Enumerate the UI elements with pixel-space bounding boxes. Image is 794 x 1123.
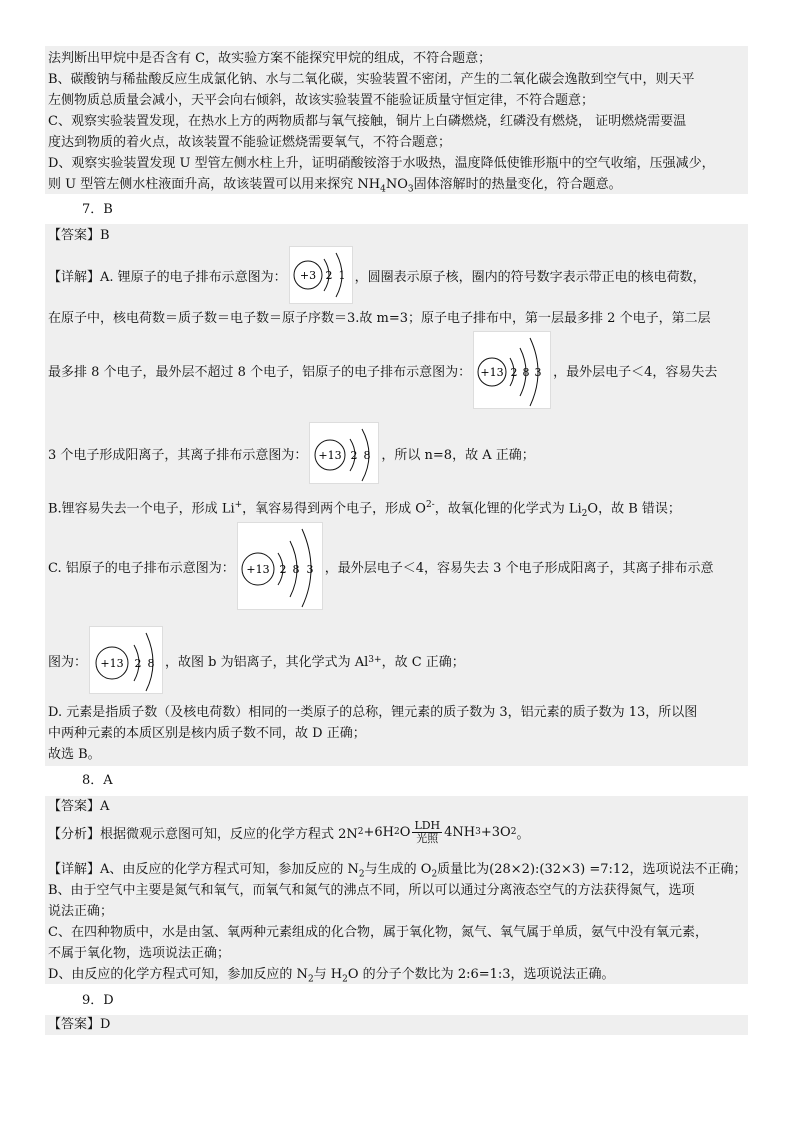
solution-block-q9 [45, 1015, 748, 1035]
aluminum-ion-diagram [309, 422, 379, 484]
svg-text:8: 8 [363, 449, 371, 462]
svg-text:+13: +13 [480, 366, 504, 379]
svg-text:+13: +13 [246, 563, 270, 576]
text-line: 【详解】A、由反应的化学方程式可知，参加反应的 $N_2$与生成的 $O_2$质量比为(28×2):(32×3) =7:12，选项说法不正确； [48, 862, 747, 880]
svg-text:1: 1 [338, 269, 346, 282]
svg-text:8: 8 [522, 366, 530, 379]
svg-text:2: 2 [134, 657, 142, 670]
svg-text:8: 8 [292, 563, 300, 576]
ion-structure-icon [310, 423, 378, 483]
text-line: 故选 B。 [48, 747, 101, 762]
answer-line: 【答案】D [48, 1017, 111, 1032]
svg-text:2: 2 [510, 366, 518, 379]
svg-text:+13: +13 [100, 657, 124, 670]
text-row: 【详解】A. 锂原子的电子排布示意图为： +3 2 1 ，圆圈表示原子核，圈内的符号数字表示带正电的核电荷数， [48, 246, 706, 304]
aluminum-atom-diagram [237, 522, 323, 610]
text-row: C. 铝原子的电子排布示意图为： +13 2 8 3 ，最外层电子＜4，容易失去 3 个电子形成阳离子，其离子排布示意 [48, 522, 714, 610]
equation-row: 【分析】根据微观示意图可知，反应的化学方程式 2N 2 +6H 2 O $\frac{\text{LDH}}{\text{光照}}$ 4NH 3 +3O 2 。 [48, 818, 530, 845]
text-line: 说法正确； [48, 904, 114, 919]
aluminum-atom-diagram [473, 331, 551, 409]
ion-structure-icon [90, 627, 162, 693]
text-line: 度达到物质的着火点，故该装置不能验证燃烧需要氧气，不符合题意； [48, 135, 452, 150]
svg-text:2: 2 [279, 563, 287, 576]
text-line: B.锂容易失去一个电子，形成 Li+，氧容易得到两个电子，形成 $O^{2-}$，故氧化锂的化学式为 $Li_2O$，故 B 错误； [48, 500, 681, 519]
text-line: 则 U 型管左侧水柱液面升高，故该装置可以用来探究 $NH_4NO_3$固体溶解时的热量变化，符合题意。 [48, 177, 622, 195]
text-line: D. 元素是指质子数（及核电荷数）相同的一类原子的总称，锂元素的质子数为 3，铝元素的质子数为 13，所以图 [48, 705, 698, 720]
lithium-atom-diagram [289, 246, 353, 304]
text-line: 法判断出甲烷中是否含有 C，故实验方案不能探究甲烷的组成，不符合题意； [48, 51, 492, 66]
atom-structure-icon [290, 247, 352, 303]
question-number: 9．D [82, 993, 114, 1008]
question-number: 7．B [82, 202, 113, 217]
text-line: C、观察实验装置发现，在热水上方的两物质都与氧气接触，铜片上白磷燃烧，红磷没有燃烧， 证明燃烧需要温 [48, 114, 687, 129]
text-line: D、由反应的化学方程式可知，参加反应的 $N_2$与 $H_2O$ 的分子个数比为 2:6=1:3，选项说法正确。 [48, 967, 615, 985]
text-line: 中两种元素的本质区别是核内质子数不同，故 D 正确； [48, 726, 366, 741]
answer-line: 【答案】B [48, 228, 110, 243]
text-row: 图为： +13 2 8 ，故图 b 为铝离子，其化学式为 Al 3+ ，故 C 正确； [48, 626, 465, 694]
aluminum-ion-diagram [89, 626, 163, 694]
text-row: 最多排 8 个电子，最外层不超过 8 个电子，铝原子的电子排布示意图为： +13 2 8 3 ，最外层电子＜4，容易失去 [48, 331, 717, 409]
reaction-condition: $\frac{\text{LDH}}{\text{光照}}$ [414, 818, 441, 845]
nucleus-label: +3 [299, 269, 316, 282]
text-line: D、观察实验装置发现 U 型管左侧水柱上升，证明硝酸铵溶于水吸热，温度降低使锥形瓶中的空气收缩，压强减少， [48, 156, 715, 171]
svg-text:3: 3 [534, 366, 542, 379]
answer-line: 【答案】A [48, 799, 110, 814]
question-number: 8．A [82, 773, 113, 788]
text-row: 3 个电子形成阳离子，其离子排布示意图为： +13 2 8 ，所以 n=8，故 A 正确； [48, 422, 535, 484]
svg-text:8: 8 [147, 657, 155, 670]
text-line: 在原子中，核电荷数＝质子数＝电子数＝原子序数＝3.故 m=3；原子电子排布中，第一层最多排 2 个电子，第二层 [48, 311, 711, 326]
text-line: C、在四种物质中，水是由氢、氧两种元素组成的化合物，属于氧化物，氮气、氧气属于单质，氨气中没有氧元素， [48, 925, 708, 940]
svg-text:2: 2 [350, 449, 358, 462]
text-line: B、碳酸钠与稀盐酸反应生成氯化钠、水与二氧化碳，实验装置不密闭，产生的二氧化碳会逸散到空气中，则天平 [48, 72, 695, 87]
text-line: 左侧物质总质量会减小，天平会向右倾斜，故该实验装置不能验证质量守恒定律，不符合题意； [48, 93, 595, 108]
svg-text:3: 3 [306, 563, 314, 576]
svg-text:+13: +13 [318, 449, 343, 462]
text-line: B、由于空气中主要是氮气和氧气，而氧气和氮气的沸点不同，所以可以通过分离液态空气的方法获得氮气，选项 [48, 883, 695, 898]
atom-structure-icon [238, 523, 322, 609]
text-line: 不属于氧化物，选项说法正确； [48, 946, 231, 961]
svg-text:2: 2 [325, 269, 333, 282]
atom-structure-icon [474, 332, 550, 408]
